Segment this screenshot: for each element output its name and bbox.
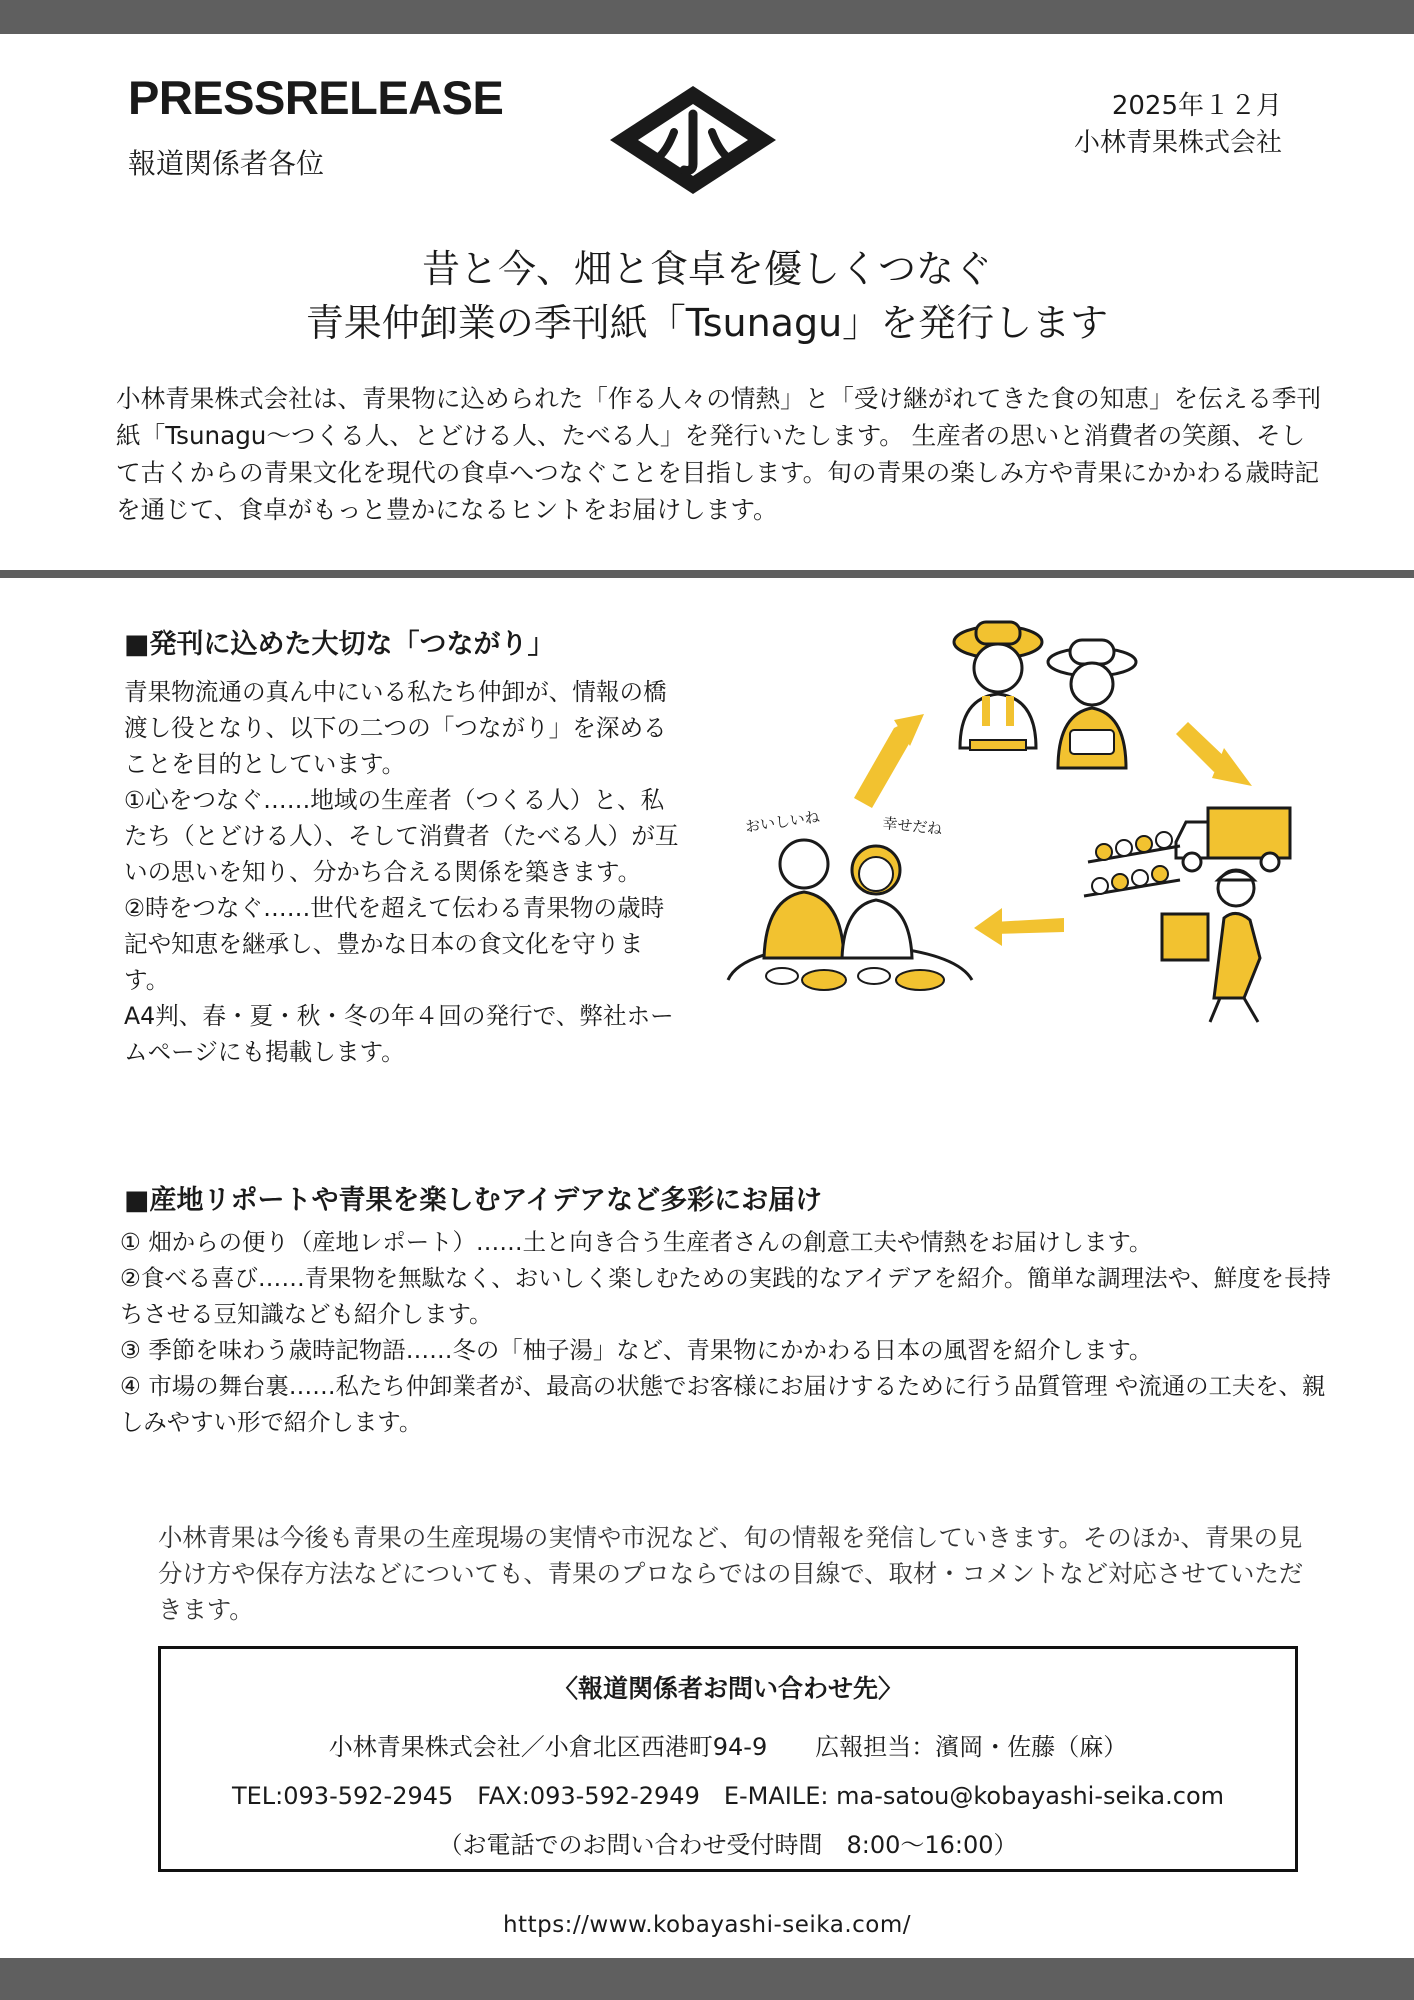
contact-hours: （お電話でのお問い合わせ受付時間 8:00～16:00）	[438, 1831, 1018, 1859]
headline-line-2: 青果仲卸業の季刊紙「Tsunagu」を発行します	[305, 301, 1109, 345]
diners-icon	[728, 840, 972, 990]
section1-body	[124, 674, 684, 1070]
section1-paragraph: ①心をつなぐ……地域の生産者（つくる人）と、私たち（とどける人）、そして消費者（たべる人）が互いの思いを知り、分かち合える関係を築きます。	[124, 786, 679, 886]
section2-item: ① 畑からの便り（産地レポート）……土と向き合う生産者さんの創意工夫や情熱をお届けします。	[120, 1228, 1153, 1256]
farmers-icon	[954, 622, 1136, 768]
contact-box	[158, 1646, 1298, 1872]
release-date: 2025年１２月	[1111, 91, 1282, 121]
section2-item: ③ 季節を味わう歳時記物語……冬の「柚子湯」など、青果物にかかわる日本の風習を紹介します。	[120, 1336, 1153, 1364]
company-logo	[608, 84, 778, 196]
intro-paragraph: 小林青果株式会社は、青果物に込められた「作る人々の情熱」と「受け継がれてきた食の知恵」を伝える季刊紙「Tsunagu～つくる人、とどける人、たべる人」を発行いたします。 生産者の思いと消費者の笑顔、そして古くからの青果文化を現代の食卓へつなぐことを目指します。旬の青果の楽しみ方や青果にかかわる歳時記を通じて、食卓がもっと豊かになるヒントをお届けします。	[116, 384, 1322, 524]
recipients-label: 報道関係者各位	[128, 147, 325, 180]
delivery-person-icon	[1162, 870, 1260, 1022]
section-divider	[0, 570, 1414, 578]
bottom-bar	[0, 1958, 1414, 2000]
section1-paragraph: ②時をつなぐ……世代を超えて伝わる青果物の歳時記や知恵を継承し、豊かな日本の食文化を守ります。	[124, 894, 665, 994]
company-name: 小林青果株式会社	[1073, 128, 1282, 158]
truck-icon	[1176, 808, 1290, 871]
section2-item: ②食べる喜び……青果物を無駄なく、おいしく楽しむための実践的なアイデアを紹介。簡単な調理法や、鮮度を長持ちさせる豆知識なども紹介します。	[120, 1264, 1331, 1328]
section2-body	[120, 1224, 1340, 1440]
caption-delicious: おいしいね	[744, 807, 821, 836]
release-date-block	[1074, 88, 1282, 162]
headline-line-1: 昔と今、畑と食卓を優しくつなぐ	[421, 247, 992, 291]
contact-title: 〈報道関係者お問い合わせ先〉	[552, 1674, 903, 1703]
closing-paragraph: 小林青果は今後も青果の生産現場の実情や市況など、旬の情報を発信していきます。そのほか、青果の見分け方や保存方法などについても、青果のプロならではの目線で、取材・コメントなど対応させていただきます。	[158, 1523, 1304, 1624]
section2-item: ④ 市場の舞台裏‥‥‥私たち仲卸業者が、最高の状態でお客様にお届けするために行う品質管理 や流通の工夫を、親しみやすい形で紹介します。	[120, 1372, 1326, 1436]
contact-address: 小林青果株式会社／小倉北区西港町94-9 広報担当：濱岡・佐藤（麻）	[328, 1733, 1128, 1761]
website-link[interactable]: https://www.kobayashi-seika.com/	[502, 1912, 911, 1938]
section1-paragraph: A4判、春・夏・秋・冬の年４回の発行で、弊社ホームページにも掲載します。	[124, 1002, 674, 1066]
headline	[0, 242, 1414, 350]
top-bar	[0, 0, 1414, 34]
caption-happy: 幸せだね	[881, 814, 944, 839]
produce-shelf-icon	[1084, 832, 1180, 896]
contact-phone-email: TEL:093-592-2945 FAX:093-592-2949 E-MAILE: ma-satou@kobayashi-seika.com	[231, 1782, 1225, 1810]
connection-illustration	[724, 618, 1324, 1030]
press-release-title: PRESSRELEASE	[128, 71, 504, 124]
section2-heading: ■産地リポートや青果を楽しむアイデアなど多彩にお届け	[124, 1185, 823, 1216]
section1-paragraph: 青果物流通の真ん中にいる私たち仲卸が、情報の橋渡し役となり、以下の二つの「つながり」を深めることを目的としています。	[124, 678, 667, 778]
section1-heading: ■発刊に込めた大切な「つながり」	[124, 629, 555, 660]
